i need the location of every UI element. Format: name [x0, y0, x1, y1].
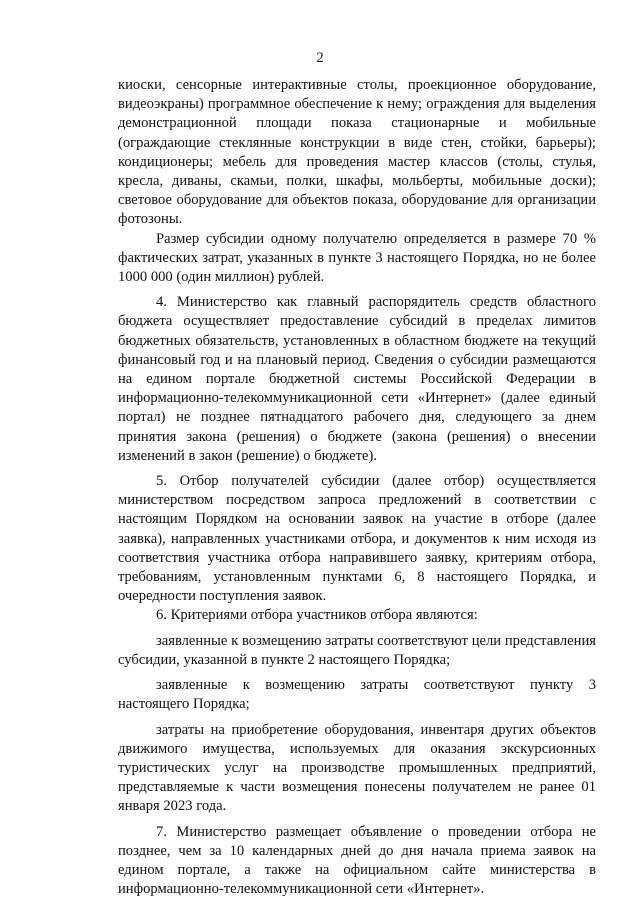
paragraph-criterion-1: заявленные к возмещению затраты соответствуют цели представления субсидии, указанной в пункте 2 настоящего Порядка;	[118, 632, 596, 668]
paragraph-item-6: 6. Критериями отбора участников отбора являются:	[156, 607, 478, 624]
document-body	[118, 76, 596, 899]
paragraph-equipment-list-continuation: киоски, сенсорные интерактивные столы, проекционное оборудование, видеоэкраны) программное обеспечение к нему; ограждения для выделения демонстрационной площади показа стационарные и мобильные (ограждающие стеклянные конструкции в виде стен, стойки, барьеры); кондиционеры; мебель для проведения мастер классов (столы, стулья, кресла, диваны, скамьи, полки, шкафы, мольберты, мобильные доски); световое оборудование для объектов показа, оборудование для организации фотозоны.	[118, 77, 596, 228]
paragraph-criterion-3: затраты на приобретение оборудования, инвентаря других объектов движимого имущества, используемых для оказания экскурсионных туристических услуг на производстве промышленных предприятий, представляемые к части возмещения понесены получателем не ранее 01 января 2023 года.	[118, 721, 596, 815]
paragraph-item-4: 4. Министерство как главный распорядитель средств областного бюджета осуществляет предоставление субсидий в пределах лимитов бюджетных обязательств, установленных в областном бюджете на текущий финансовый год и на плановый период. Сведения о субсидии размещаются на едином портале бюджетной системы Российской Федерации в информационно-телекоммуникационной сети «Интернет» (далее единый портал) не позднее пятнадцатого рабочего дня, следующего за днем принятия закона (решения) о бюджете (закона (решения) о внесении изменений в закон (решение) о бюджете).	[118, 294, 596, 464]
paragraph-item-5: 5. Отбор получателей субсидии (далее отбор) осуществляется министерством посредством запроса предложений в соответствии с настоящим Порядком на основании заявок на участие в отборе (далее заявка), направленных участниками отбора, и документов к ним исходя из соответствия участника отбора направившего заявку, критериям отбора, требованиям, установленным пунктами 6, 8 настоящего Порядка, и очередности поступления заявок.	[118, 473, 596, 605]
page-number: 2	[316, 50, 324, 66]
paragraph-item-7: 7. Министерство размещает объявление о проведении отбора не позднее, чем за 10 календарных дней до дня начала приема заявок на едином портале, а также на официальном сайте министерства в информационно-телекоммуникационной сети «Интернет».	[118, 823, 596, 898]
paragraph-subsidy-size: Размер субсидии одному получателю определяется в размере 70 % фактических затрат, указанных в пункте 3 настоящего Порядка, но не более 1000 000 (один миллион) рублей.	[118, 230, 596, 286]
paragraph-criterion-2: заявленные к возмещению затраты соответствуют пункту 3 настоящего Порядка;	[118, 677, 596, 713]
